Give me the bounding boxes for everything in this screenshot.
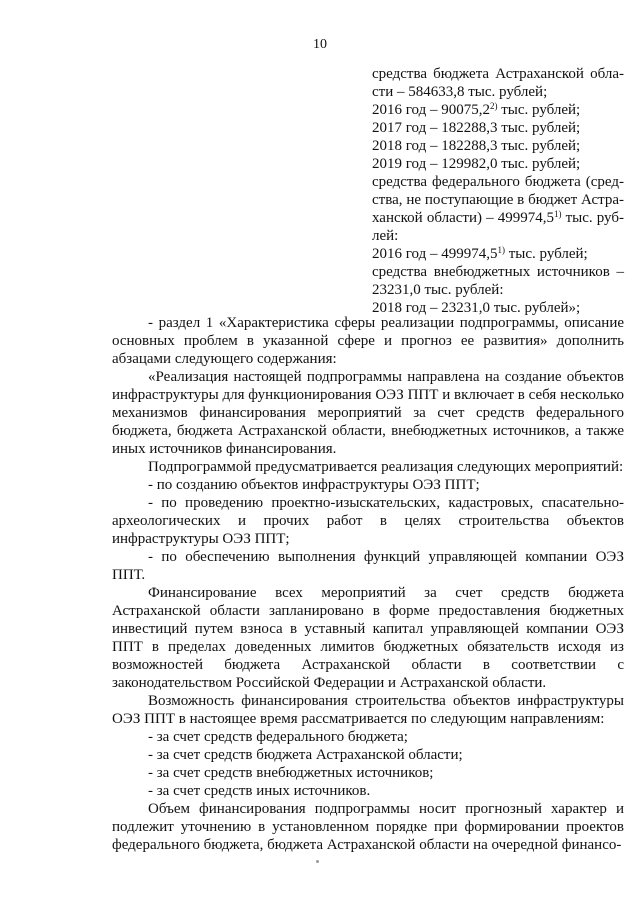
footnote-mark: 2) [489, 101, 498, 111]
list-item-measure: - по созданию объектов инфраструктуры ОЭЗ ППТ; [148, 477, 480, 493]
footnote-mark: 1) [553, 209, 562, 219]
financing-year-2016 [372, 101, 624, 119]
financing-line: средства внебюджетных источников – [372, 264, 624, 280]
financing-federal-total [372, 209, 624, 227]
financing-text: ханской области) – 499974,5 [372, 210, 554, 226]
financing-text: 2016 год – 499974,5 [372, 246, 498, 262]
financing-text: тыс. рублей; [504, 246, 588, 262]
paragraph-section-amendment: - раздел 1 «Характеристика сферы реализации подпрограммы, описание основных проблем в указанной сфере и прогноз ее развития» дополнить абзацами следующего содержания: [112, 315, 624, 367]
scan-speck [316, 860, 319, 863]
financing-line: лей: [372, 228, 399, 244]
document-body [112, 314, 624, 854]
financing-text: тыс. рублей; [497, 102, 581, 118]
list-item-measure: - по проведению проектно-изыскательских, кадастровых, спасательно-археологических и прочих работ в целях строительства объектов инфраструктуры ОЭЗ ППТ; [112, 495, 624, 547]
list-item-measure: - по обеспечению выполнения функций управляющей компании ОЭЗ ППТ. [112, 549, 624, 583]
financing-line: 23231,0 тыс. рублей: [372, 282, 504, 298]
financing-line: ства, не поступающие в бюджет Астра- [372, 192, 624, 208]
paragraph-forecast: Объем финансирования подпрограммы носит прогнозный характер и подлежит уточнению в установленном порядке при формировании проектов федерального бюджета, бюджета Астраханской области на очередной финансо- [112, 801, 624, 853]
paragraph-financing: Финансирование всех мероприятий за счет средств бюджета Астраханской области запланировано в форме предоставления бюджетных инвестиций путем взноса в уставный капитал управляющей компании ОЭЗ ППТ в пределах доведенных лимитов бюджетных обязательств исходя из возможностей бюджета Астраханской области в соответствии с законодательством Российской Федерации и Астраханской области. [112, 585, 624, 691]
financing-extra-2018: 2018 год – 23231,0 тыс. рублей»; [372, 300, 581, 316]
financing-year-2019: 2019 год – 129982,0 тыс. рублей; [372, 156, 581, 172]
financing-year-2018: 2018 год – 182288,3 тыс. рублей; [372, 138, 581, 154]
financing-block [372, 65, 624, 317]
list-item-source: - за счет средств бюджета Астраханской области; [148, 747, 463, 763]
financing-text: 2016 год – 90075,2 [372, 102, 490, 118]
paragraph-directions: Возможность финансирования строительства объектов инфраструктуры ОЭЗ ППТ в настоящее время рассматривается по следующим направлениям: [112, 693, 624, 727]
page-number: 10 [313, 37, 327, 52]
footnote-mark: 1) [497, 245, 505, 255]
financing-line: средства бюджета Астраханской обла- [372, 66, 624, 82]
paragraph-measures-intro: Подпрограммой предусматривается реализация следующих мероприятий: [148, 459, 624, 475]
financing-text: тыс. руб- [561, 210, 624, 226]
financing-line: средства федерального бюджета (сред- [372, 174, 624, 190]
financing-line: сти – 584633,8 тыс. рублей; [372, 84, 548, 100]
list-item-source: - за счет средств иных источников. [148, 783, 371, 799]
list-item-source: - за счет средств внебюджетных источников; [148, 765, 434, 781]
list-item-source: - за счет средств федерального бюджета; [148, 729, 408, 745]
financing-year-2017: 2017 год – 182288,3 тыс. рублей; [372, 120, 581, 136]
financing-federal-2016 [372, 245, 624, 263]
paragraph-goal: «Реализация настоящей подпрограммы направлена на создание объектов инфраструктуры для функционирования ОЭЗ ППТ и включает в себя несколько механизмов финансирования мероприятий за счет средств федерального бюджета, бюджета Астраханской области, внебюджетных источников, а также иных источников финансирования. [112, 369, 624, 457]
